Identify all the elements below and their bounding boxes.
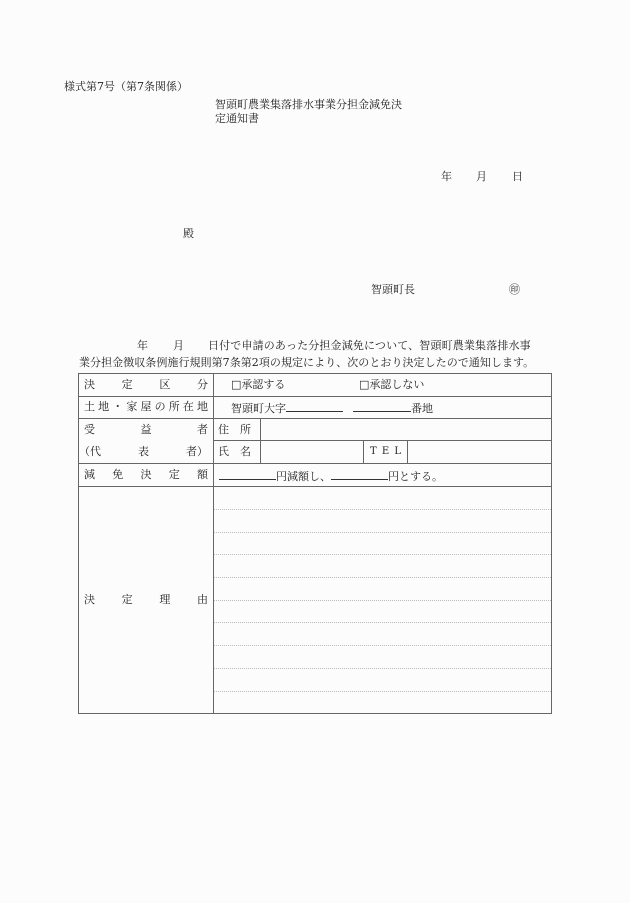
reason-rule-line	[214, 509, 551, 510]
addressee-honorific: 殿	[183, 227, 194, 240]
label-decision-reason: 決 定 理 由	[84, 593, 208, 606]
location-prefix: 智頭町大字	[231, 402, 286, 415]
reason-rule-line	[214, 532, 551, 533]
reduction-end-text: 円とする。	[388, 470, 443, 483]
aza-blank[interactable]	[286, 400, 343, 412]
table-border-bottom	[78, 713, 552, 714]
reason-rule-line	[214, 645, 551, 646]
document-title-line1: 智頭町農業集落排水事業分担金減免決	[215, 98, 402, 111]
location-field	[231, 400, 433, 416]
name-label: 氏 名	[218, 445, 251, 458]
tel-input[interactable]	[408, 441, 551, 463]
table-border-top	[78, 373, 552, 374]
reason-rule-line	[214, 691, 551, 692]
table-border-left	[78, 373, 79, 714]
final-amount-blank[interactable]	[331, 468, 388, 480]
table-border-right	[551, 373, 552, 714]
reason-rule-line	[214, 554, 551, 555]
name-input[interactable]	[261, 441, 363, 463]
date-year: 年	[441, 170, 452, 183]
row-divider	[78, 463, 552, 464]
date-month: 月	[476, 170, 487, 183]
body-line1: 日付で申請のあった分担金減免について、智頭町農業集落排水事	[208, 339, 531, 352]
body-month: 月	[173, 339, 184, 352]
reduction-middle-text: 円減額し、	[276, 470, 331, 483]
issuer-name: 智頭町長	[371, 283, 415, 296]
reject-checkbox[interactable]: □承認しない	[359, 378, 425, 391]
reduction-blank[interactable]	[219, 468, 276, 480]
form-number: 様式第7号（第7条関係）	[64, 80, 188, 93]
reason-rule-line	[214, 600, 551, 601]
label-location: 土 地 ・ 家 屋 の 所 在 地	[84, 400, 208, 413]
lot-number-blank[interactable]	[353, 400, 411, 412]
body-year: 年	[137, 339, 148, 352]
date-day: 日	[512, 170, 523, 183]
address-input[interactable]	[261, 419, 551, 440]
label-reduction-amount: 減 免 決 定 額	[84, 468, 208, 481]
tel-label: T E L	[370, 446, 402, 457]
seal-mark: ㊞	[509, 283, 520, 296]
document-title-line2: 定通知書	[215, 112, 259, 125]
label-beneficiary: 受 益 者	[84, 423, 208, 436]
body-line2: 業分担金徴収条例施行規則第7条第2項の規定により、次のとおり決定したので通知します。	[79, 356, 535, 369]
reason-rule-line	[214, 668, 551, 669]
location-suffix: 番地	[411, 402, 433, 415]
reason-rule-line	[214, 622, 551, 623]
reduction-amount-field	[219, 468, 443, 484]
approve-checkbox[interactable]: □承認する	[231, 378, 286, 391]
label-representative: （代 表 者）	[79, 445, 208, 458]
tel-label-divider-left	[363, 440, 364, 463]
address-label: 住 所	[218, 423, 251, 436]
label-decision-category: 決 定 区 分	[84, 378, 208, 391]
reason-rule-line	[214, 577, 551, 578]
row-divider	[78, 396, 552, 397]
